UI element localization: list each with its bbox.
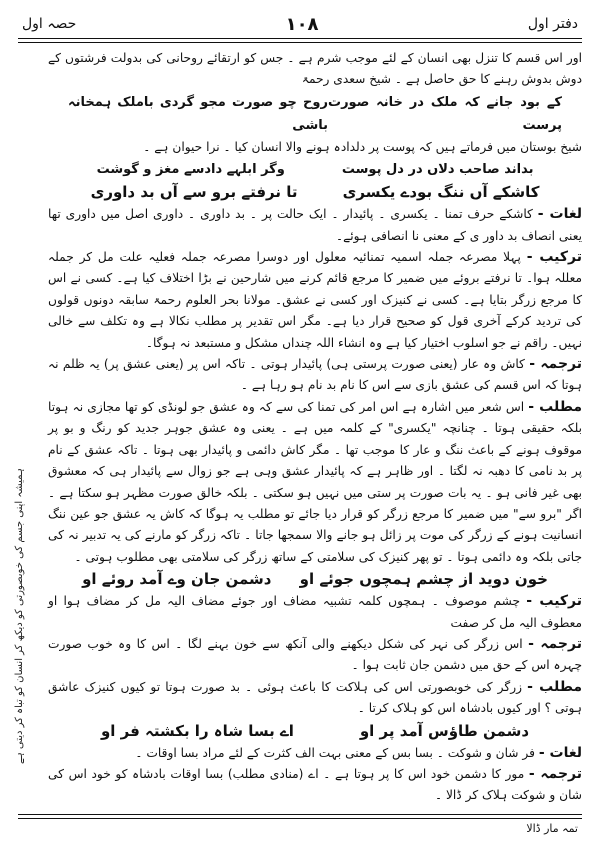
- verse-right: بداند صاحب دلاں در دل پوست: [341, 162, 534, 178]
- text: مور کا دشمن خود اس کا پر ہوتا ہے ۔ اے (منادی مطلب) بسا اوقات بادشاہ کو خود اس کی شان و شوکت ہلاک کر ڈالا ۔: [48, 766, 582, 803]
- verse-main-2: [48, 568, 582, 591]
- margin-note: ہمیشہ اپنی جسم کی خوبصورتی کو دیکھ کر انسان کو تباہ کر دیتی ہے: [14, 468, 25, 764]
- paragraph-lughat-1: [48, 204, 582, 247]
- verse-left: تا نرفتے برو سے آں بد داوری: [90, 183, 298, 202]
- verse-couplet-1: [48, 91, 582, 137]
- page-number: ۱۰۸: [285, 13, 319, 35]
- page-body: [48, 48, 582, 808]
- text: کاش وہ عار (یعنی صورت پرستی ہی) پائیدار ہوتی ۔ تاکہ اس پر (یعنی عشق پر) یہ ظلم نہ ہوتا کہ اس قسم کی عشق بازی سے اس کا نام بد نام ہو رہا ہے ۔: [48, 357, 582, 393]
- verse-right: کے بود جانے کہ ملک در خانہ صورت پرست: [328, 94, 562, 133]
- verse-left: روح چو صورت مجو گردی باملک ہمخانہ باشی: [68, 94, 328, 133]
- text: چشم موصوف ۔ ہمچوں کلمہ تشبیہ مضاف اور جوئے مضاف الیہ مل کر مضاف ہوا او معطوف الیہ مل کر صفت: [48, 594, 582, 630]
- verse-main-1: [48, 181, 582, 204]
- paragraph-tarjuma-3: [48, 764, 582, 807]
- paragraph-lughat-2: [48, 743, 582, 764]
- text: اس زرگر کی نہر کی شکل دیکھنے والی آنکھ سے خون بہنے لگا ۔ اس کا وہ خوب صورت چہرہ اس کے حق میں دشمن جان ثابت ہوا ۔: [48, 636, 582, 673]
- page: [8, 4, 592, 846]
- paragraph-intro: اور اس قسم کا تنزل بھی انسان کے لئے موجب شرم ہے ۔ جس کو ارتقائے روحانی کی بدولت فرشتوں کے دوش بدوش رہنے کا حق حاصل ہے ۔ شیخ سعدی رحمۃ: [48, 51, 582, 87]
- label: ترکیب -: [526, 593, 583, 610]
- label: ترجمہ -: [528, 635, 582, 652]
- text: فر شان و شوکت ۔ بسا بس کے معنی بہت الف کثرت کے لئے مراد بسا اوقات ۔: [135, 745, 535, 760]
- label: ترجمہ -: [528, 765, 582, 782]
- verse-main-3: [48, 720, 582, 743]
- paragraph-tarjuma-2: [48, 634, 582, 677]
- paragraph-matlab-2: [48, 677, 582, 720]
- header-rule-bottom: [18, 42, 582, 43]
- footnote: تمہ مار ڈالا: [526, 822, 578, 835]
- paragraph-tarjuma-1: [48, 354, 582, 397]
- page-header: [22, 12, 578, 36]
- paragraph-bostan: شیخ بوستان میں فرماتے ہیں کہ پوست پر دلدادہ ہونے والا انسان کیا ۔ نرا حیوان ہے ۔: [143, 139, 582, 154]
- verse-left: وگر ابلہے دادسے مغز و گوشت: [96, 162, 285, 178]
- verse-right: کاشکے آں ننگ بودے یکسری: [342, 183, 540, 202]
- footer-rule-top: [18, 814, 582, 815]
- text: کاشکے حرف تمنا ۔ یکسری ۔ پائیدار ۔ ایک حالت پر ۔ بد داوری ۔ داوری اصل میں داوری تھا یعنی انصاف بد داور ی کے معنی نا انصافی ہوئے۔: [48, 207, 582, 243]
- label: ترجمہ -: [529, 356, 582, 373]
- text: زرگر کی خوبصورتی اس کی ہلاکت کا باعث ہوئی ۔ بد صورت ہوتا تو کیوں کنیزک عاشق ہوتی ؟ اور کیوں بادشاہ اس کو ہلاک کرتا ۔: [48, 679, 582, 716]
- label: ترکیب -: [526, 249, 582, 266]
- paragraph-tarkeeb-1: [48, 247, 582, 354]
- label: لغات -: [538, 744, 582, 761]
- verse-left: اے بسا شاہ را بکشتہ فر او: [100, 721, 294, 740]
- header-rule-top: [18, 38, 582, 39]
- label: مطلب -: [527, 678, 583, 695]
- label: مطلب -: [528, 398, 583, 415]
- text: پہلا مصرعہ جملہ اسمیہ تمنائیہ معلول اور دوسرا مصرعہ جملہ فعلیہ علت مل کر جملہ معللہ ہوا۔ تا نرفتے بروئے میں ضمیر کا مرجع قائم کرنے میں شارحین نے بڑا اختلاف کیا ہے۔ کسی نے اس کا مرجع زرگر بتایا ہے۔ کسی نے کنیزک اور کسی نے عشق۔ مولانا بحر العلوم رحمۃ سابقہ دونوں قولوں کی تردید کرکے آخری قول کو صحیح قرار دیا ہے۔ مگر اس تقدیر پر مطلب نکالا ہے وہ تکلف سے خالی نہیں۔ راقم نے جو اسلوب اختیار کیا ہے وہ انشاء اللہ چنداں مشکل و مستبعد نہ ہوگا۔: [48, 250, 582, 350]
- footer-rule-bottom: [18, 818, 582, 819]
- text: اس شعر میں اشارہ ہے اس امر کی تمنا کی سے کہ وہ عشق جو لونڈی کو تھا مجازی نہ ہوتا بلکہ حقیقی ہوتا ۔ چنانچہ "یکسری" کے کلمہ میں ہے ۔ یعنی وہ عشق جوہر جدید کو رنگ و بو پر موقوف ہونے کے باعث ننگ و عار کا موجب تھا ۔ مگر کاش دائمی و پائیدار بھی ہوتا ۔ تاکہ عشق کے نام پر بد نامی کا دھبہ نہ لگتا ۔ اور ظاہر ہے کہ پائیدار عشق وہی ہے جو زوال سے پائیدار ہی کہ معشوق بھی غیر فانی ہو ۔ یہ بات صورت پر ستی میں نہیں ہو سکتی ۔ بلکہ خالق صورت مظہر ہو سکتا ہے ۔ اگر "برو سے" میں ضمیر کا مرجع زرگر کو قرار دیا جائے تو مطلب یہ ہوگا کہ کاش یہ عشق جو عین ننگ انسانیت ہونے کے زرگر کی موت پر زائل ہو جانے والا سمجھا جاتا ۔ تاکہ زرگر کو مارنے کی یہ تدبیر نہ کی جاتی بلکہ وہ دائمی ہوتا ۔ تو پھر کنیزک کی سلامتی کے ساتھ زرگر کی سلامتی بھی مطلوب ہوتی ۔: [48, 399, 582, 564]
- header-part: حصہ اول: [22, 16, 77, 32]
- verse-couplet-2: [48, 158, 582, 181]
- paragraph-tarkeeb-2: [48, 591, 582, 634]
- verse-right: خون دوید از چشم ہمچوں جوئے او: [299, 570, 548, 589]
- verse-right: دشمن طاؤس آمد پر او: [359, 721, 530, 740]
- label: لغات -: [537, 206, 583, 223]
- verse-left: دشمن جان وے آمد روئے او: [82, 570, 272, 589]
- header-book: دفتر اول: [527, 16, 578, 32]
- paragraph-matlab-1: [48, 397, 582, 568]
